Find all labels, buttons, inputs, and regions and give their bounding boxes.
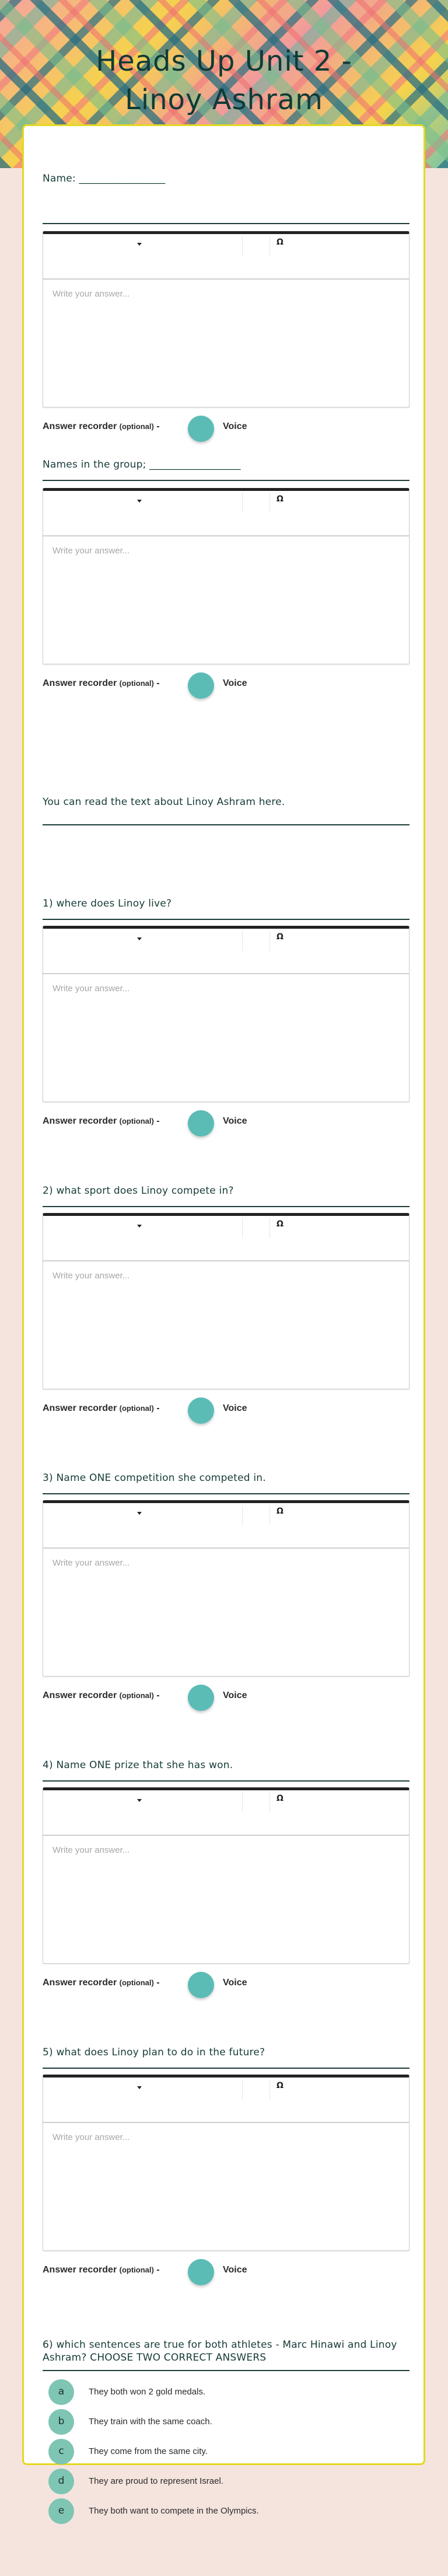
divider bbox=[43, 824, 410, 825]
answer-editor bbox=[43, 1787, 410, 1964]
question-6-section bbox=[43, 2338, 410, 2528]
editor-toolbar bbox=[43, 2077, 409, 2123]
option-text: They come from the same city. bbox=[89, 2446, 208, 2456]
recorder-label: Answer recorder (optional) - bbox=[43, 1978, 160, 1988]
caret-down-icon bbox=[137, 243, 142, 246]
record-voice-button[interactable] bbox=[188, 672, 214, 699]
title-line-2: Linoy Ashram bbox=[125, 83, 323, 116]
answer-editor bbox=[43, 488, 410, 664]
recorder-label: Answer recorder (optional) - bbox=[43, 1116, 160, 1126]
answer-textarea[interactable] bbox=[43, 280, 409, 407]
special-characters-icon[interactable]: Ω bbox=[276, 1507, 284, 1516]
name-section bbox=[43, 173, 410, 439]
question-heading: 1) where does Linoy live? bbox=[43, 898, 172, 909]
option-letter-badge: e bbox=[48, 2498, 74, 2524]
section-heading: Name: _________________ bbox=[43, 173, 166, 184]
option-letter-badge: c bbox=[48, 2439, 74, 2465]
voice-label: Voice bbox=[223, 2265, 247, 2275]
answer-recorder bbox=[43, 416, 410, 439]
question-3-section bbox=[43, 1472, 410, 1708]
worksheet-card bbox=[22, 124, 425, 2516]
question-heading: 3) Name ONE competition she competed in. bbox=[43, 1472, 266, 1484]
special-characters-icon[interactable]: Ω bbox=[276, 1219, 284, 1229]
option-text: They are proud to represent Israel. bbox=[89, 2476, 223, 2486]
answer-editor bbox=[43, 1500, 410, 1676]
option-text: They train with the same coach. bbox=[89, 2417, 212, 2427]
caret-down-icon bbox=[137, 1799, 142, 1802]
record-voice-button[interactable] bbox=[188, 416, 214, 442]
section-heading: Names in the group; __________________ bbox=[43, 459, 241, 470]
editor-toolbar bbox=[43, 234, 409, 280]
answer-editor bbox=[43, 231, 410, 407]
format-dropdown[interactable] bbox=[43, 1216, 242, 1238]
divider bbox=[43, 1780, 410, 1782]
toolbar-button[interactable] bbox=[243, 929, 270, 951]
divider bbox=[43, 223, 410, 224]
format-dropdown[interactable] bbox=[43, 1790, 242, 1812]
record-voice-button[interactable] bbox=[188, 1110, 214, 1137]
caret-down-icon bbox=[137, 1225, 142, 1228]
recorder-label: Answer recorder (optional) - bbox=[43, 678, 160, 688]
question-heading: 5) what does Linoy plan to do in the future? bbox=[43, 2047, 265, 2058]
editor-toolbar bbox=[43, 491, 409, 536]
answer-textarea[interactable] bbox=[43, 974, 409, 1101]
option-d[interactable] bbox=[43, 2469, 410, 2498]
caret-down-icon bbox=[137, 500, 142, 503]
voice-label: Voice bbox=[223, 1690, 247, 1700]
format-dropdown[interactable] bbox=[43, 2077, 242, 2100]
option-e[interactable] bbox=[43, 2498, 410, 2528]
answer-options bbox=[43, 2379, 410, 2528]
special-characters-icon[interactable]: Ω bbox=[276, 1794, 284, 1803]
answer-recorder bbox=[43, 672, 410, 696]
option-text: They both won 2 gold medals. bbox=[89, 2387, 206, 2397]
record-voice-button[interactable] bbox=[188, 1685, 214, 1711]
toolbar-button[interactable] bbox=[243, 1790, 270, 1812]
format-dropdown[interactable] bbox=[43, 234, 242, 256]
divider bbox=[43, 1206, 410, 1207]
divider bbox=[43, 2370, 410, 2371]
option-a[interactable] bbox=[43, 2379, 410, 2409]
special-characters-icon[interactable]: Ω bbox=[276, 494, 284, 504]
question-heading: 4) Name ONE prize that she has won. bbox=[43, 1759, 233, 1771]
option-c[interactable] bbox=[43, 2439, 410, 2469]
option-letter-badge: b bbox=[48, 2409, 74, 2435]
answer-recorder bbox=[43, 1685, 410, 1708]
editor-toolbar bbox=[43, 1790, 409, 1836]
voice-label: Voice bbox=[223, 421, 247, 431]
voice-label: Voice bbox=[223, 1403, 247, 1413]
toolbar-button[interactable] bbox=[243, 1216, 270, 1238]
reading-text-section bbox=[43, 796, 410, 825]
answer-textarea[interactable] bbox=[43, 1261, 409, 1389]
recorder-label: Answer recorder (optional) - bbox=[43, 421, 160, 431]
option-letter-badge: d bbox=[48, 2469, 74, 2494]
divider bbox=[43, 2068, 410, 2069]
question-4-section bbox=[43, 1759, 410, 1995]
toolbar-button[interactable] bbox=[243, 491, 270, 513]
caret-down-icon bbox=[137, 1512, 142, 1515]
editor-toolbar bbox=[43, 929, 409, 974]
answer-editor bbox=[43, 2075, 410, 2251]
answer-textarea[interactable] bbox=[43, 1549, 409, 1676]
recorder-label: Answer recorder (optional) - bbox=[43, 2265, 160, 2275]
question-2-section bbox=[43, 1185, 410, 1421]
question-1-section bbox=[43, 898, 410, 1134]
answer-textarea[interactable] bbox=[43, 1836, 409, 1963]
record-voice-button[interactable] bbox=[188, 2259, 214, 2285]
special-characters-icon[interactable]: Ω bbox=[276, 238, 284, 247]
question-heading: 2) what sport does Linoy compete in? bbox=[43, 1185, 234, 1197]
caret-down-icon bbox=[137, 2086, 142, 2089]
divider bbox=[43, 480, 410, 481]
special-characters-icon[interactable]: Ω bbox=[276, 932, 284, 942]
answer-textarea[interactable] bbox=[43, 2123, 409, 2250]
question-heading: 6) which sentences are true for both athletes - Marc Hinawi and Linoy Ashram? CHOOSE TWO CORRECT ANSWERS bbox=[43, 2339, 397, 2364]
answer-recorder bbox=[43, 1972, 410, 1995]
toolbar-button[interactable] bbox=[243, 2077, 270, 2100]
divider bbox=[43, 1493, 410, 1494]
voice-label: Voice bbox=[223, 678, 247, 688]
editor-toolbar bbox=[43, 1216, 409, 1261]
answer-recorder bbox=[43, 1110, 410, 1134]
divider bbox=[43, 919, 410, 920]
option-b[interactable] bbox=[43, 2409, 410, 2439]
answer-editor bbox=[43, 1213, 410, 1389]
caret-down-icon bbox=[137, 937, 142, 940]
question-5-section bbox=[43, 2047, 410, 2282]
title-line-1: Heads Up Unit 2 - bbox=[96, 45, 352, 78]
page-title bbox=[0, 42, 448, 119]
option-letter-badge: a bbox=[48, 2379, 74, 2405]
editor-toolbar bbox=[43, 1503, 409, 1549]
reading-text-link[interactable]: You can read the text about Linoy Ashram here. bbox=[43, 796, 285, 808]
special-characters-icon[interactable]: Ω bbox=[276, 2081, 284, 2090]
format-dropdown[interactable] bbox=[43, 1503, 242, 1525]
toolbar-button[interactable] bbox=[243, 234, 270, 256]
group-names-section bbox=[43, 459, 410, 696]
answer-recorder bbox=[43, 1397, 410, 1421]
answer-editor bbox=[43, 926, 410, 1102]
toolbar-button[interactable] bbox=[243, 1503, 270, 1525]
answer-recorder bbox=[43, 2259, 410, 2282]
record-voice-button[interactable] bbox=[188, 1972, 214, 1998]
answer-textarea[interactable] bbox=[43, 536, 409, 664]
option-text: They both want to compete in the Olympics. bbox=[89, 2506, 259, 2516]
recorder-label: Answer recorder (optional) - bbox=[43, 1403, 160, 1413]
voice-label: Voice bbox=[223, 1978, 247, 1988]
record-voice-button[interactable] bbox=[188, 1397, 214, 1424]
recorder-label: Answer recorder (optional) - bbox=[43, 1690, 160, 1700]
voice-label: Voice bbox=[223, 1116, 247, 1126]
format-dropdown[interactable] bbox=[43, 491, 242, 513]
format-dropdown[interactable] bbox=[43, 929, 242, 951]
